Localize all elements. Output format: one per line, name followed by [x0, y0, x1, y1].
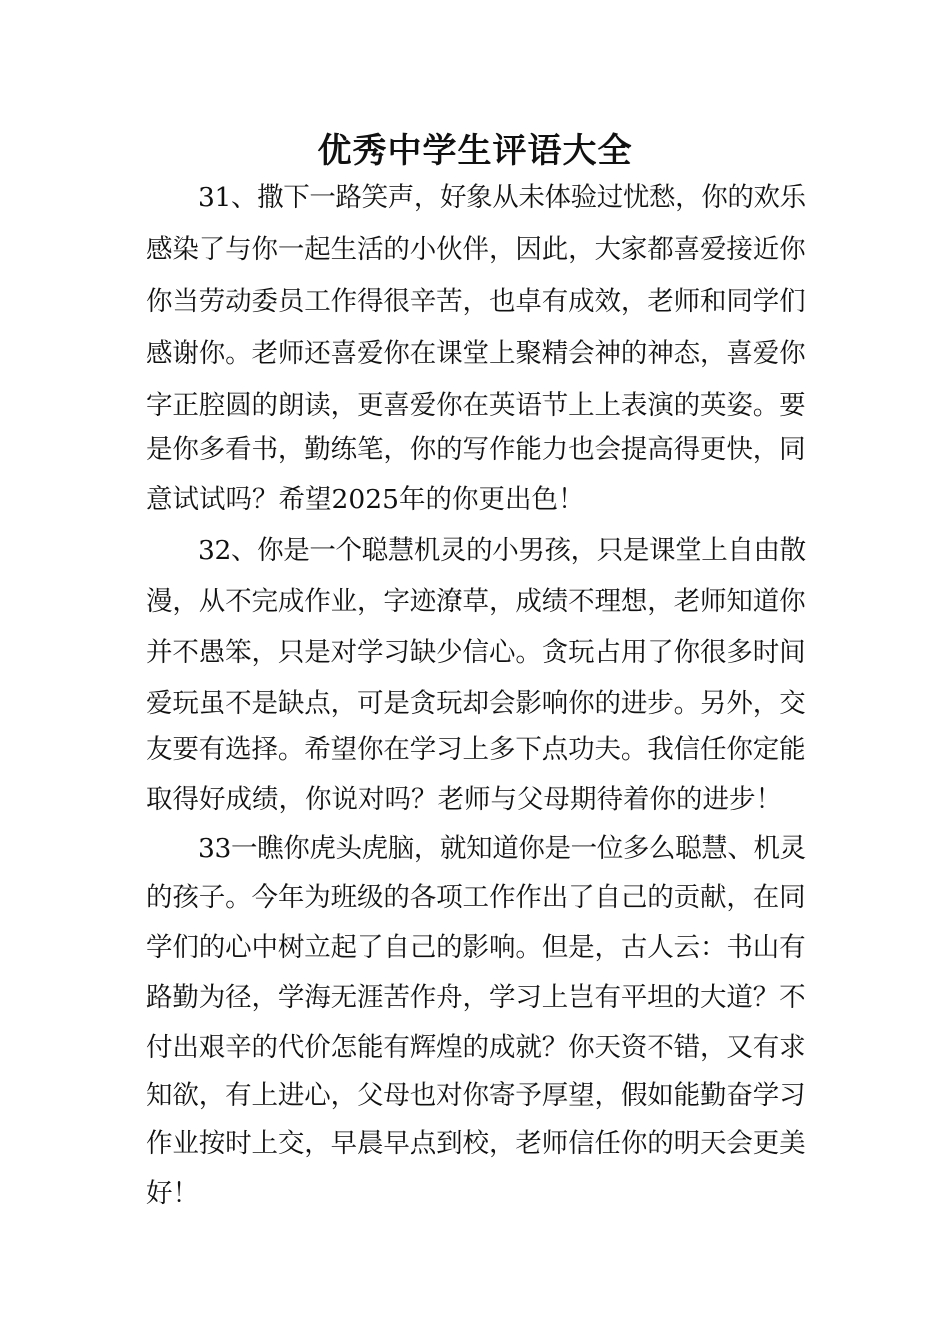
paragraph-33-line-7: 作业按时上交，早晨早点到校，老师信任你的明天会更美 — [146, 1128, 806, 1159]
paragraph-31-line-2: 感染了与你一起生活的小伙伴，因此，大家都喜爱接近你 — [146, 234, 806, 265]
paragraph-32-line-3: 并不愚笨，只是对学习缺少信心。贪玩占用了你很多时间 — [146, 637, 806, 668]
paragraph-33-line-5: 付出艰辛的代价怎能有辉煌的成就？你天资不错，又有求 — [146, 1032, 806, 1063]
paragraph-33-line-1: 33一瞧你虎头虎脑，就知道你是一位多么聪慧、机灵 — [198, 833, 806, 864]
paragraph-32-line-5: 友要有选择。希望你在学习上多下点功夫。我信任你定能 — [146, 734, 806, 765]
paragraph-31-line-6: 是你多看书，勤练笔，你的写作能力也会提高得更快，同 — [146, 434, 806, 465]
paragraph-33-line-6: 知欲，有上进心，父母也对你寄予厚望，假如能勤奋学习 — [146, 1080, 806, 1111]
paragraph-31-line-1: 31、撒下一路笑声，好象从未体验过忧愁，你的欢乐 — [198, 182, 806, 213]
paragraph-33-line-4: 路勤为径，学海无涯苦作舟，学习上岂有平坦的大道？不 — [146, 982, 806, 1013]
paragraph-31-line-7: 意试试吗？希望2025年的你更出色！ — [146, 484, 585, 515]
paragraph-33-line-3: 学们的心中树立起了自己的影响。但是，古人云：书山有 — [146, 932, 806, 963]
page-title: 优秀中学生评语大全 — [317, 131, 633, 171]
paragraph-31-line-4: 感谢你。老师还喜爱你在课堂上聚精会神的神态，喜爱你 — [146, 338, 806, 369]
paragraph-32-line-1: 32、你是一个聪慧机灵的小男孩，只是课堂上自由散 — [198, 535, 806, 566]
paragraph-33-line-2: 的孩子。今年为班级的各项工作作出了自己的贡献，在同 — [146, 882, 806, 913]
paragraph-33-line-8: 好！ — [146, 1178, 199, 1209]
paragraph-31-line-5: 字正腔圆的朗读，更喜爱你在英语节上上表演的英姿。要 — [146, 390, 806, 421]
paragraph-32-line-6: 取得好成绩，你说对吗？老师与父母期待着你的进步！ — [146, 784, 782, 815]
paragraph-32-line-4: 爱玩虽不是缺点，可是贪玩却会影响你的进步。另外，交 — [146, 688, 806, 719]
paragraph-31-line-3: 你当劳动委员工作得很辛苦，也卓有成效，老师和同学们 — [146, 286, 806, 317]
paragraph-32-line-2: 漫，从不完成作业，字迹潦草，成绩不理想，老师知道你 — [146, 586, 806, 617]
